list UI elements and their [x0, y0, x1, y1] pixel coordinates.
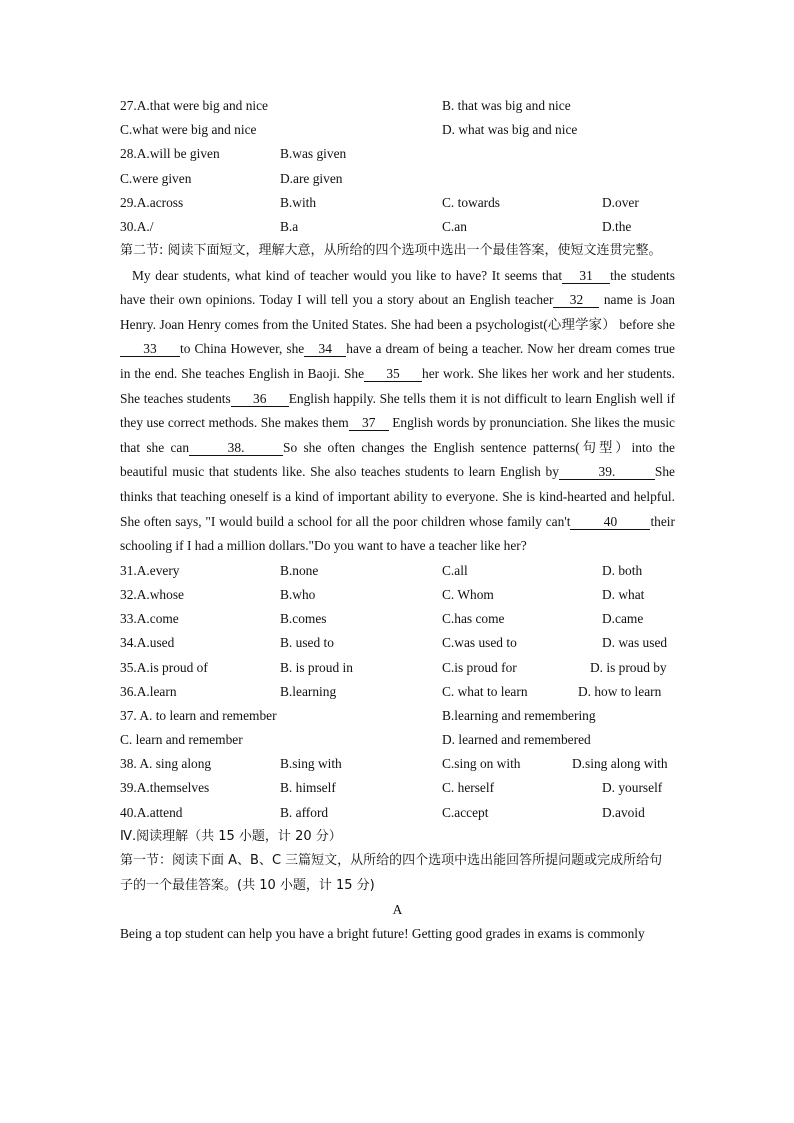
option-37-d: D. learned and remembered: [442, 732, 591, 748]
option-33-b: B.comes: [280, 611, 327, 627]
option-34-a: 34.A.used: [120, 635, 175, 651]
passage-text: English happily. She tells them it is not difficult to learn English well if they use correct methods. She makes them: [120, 390, 675, 431]
question-37-options: [120, 704, 675, 728]
blank-31: 31: [562, 268, 610, 284]
option-34-c: C.was used to: [442, 635, 517, 651]
part-4-title: Ⅳ.阅读理解（共 15 小题，计 20 分）: [120, 828, 342, 844]
question-30-options: [120, 215, 675, 239]
question-27-options: [120, 94, 675, 118]
passage-a-text: Being a top student can help you have a bright future! Getting good grades in exams is commonly: [120, 926, 645, 942]
question-27-options-2: [120, 118, 675, 142]
option-30-a: 30.A./: [120, 218, 154, 234]
option-28-a: 28.A.will be given: [120, 146, 220, 162]
passage-text: the students have their own opinions. Today I will tell you a story about an English teacher: [120, 267, 675, 308]
passage-text: to China However, she: [180, 341, 305, 357]
question-34-options: [120, 631, 675, 655]
passage-a-heading: A: [392, 902, 403, 918]
passage-text: My dear students, what kind of teacher would you like to have? It seems that: [132, 267, 563, 283]
option-29-a: 29.A.across: [120, 194, 184, 210]
passage-text: She thinks that teaching oneself is a kind of important ability to everyone. She is kind-hearted and helpful. She often says, "I would build a school for all the poor children whose family can't: [120, 464, 675, 529]
option-36-c: C. what to learn: [442, 683, 528, 699]
blank-37: 37: [349, 415, 389, 431]
blank-40: 40: [570, 514, 650, 530]
question-40-options: [120, 801, 675, 825]
question-39-options: [120, 776, 675, 800]
blank-39: 39.: [559, 464, 655, 480]
option-35-c: C.is proud for: [442, 659, 517, 675]
option-39-c: C. herself: [442, 780, 495, 796]
option-31-c: C.all: [442, 562, 468, 578]
option-33-c: C.has come: [442, 611, 505, 627]
option-28-b: B.was given: [280, 146, 347, 162]
option-36-b: B.learning: [280, 683, 337, 699]
option-31-a: 31.A.every: [120, 562, 180, 578]
passage-text: her work. She likes her work and her students. She teaches students: [120, 366, 675, 406]
option-37-c: C. learn and remember: [120, 732, 243, 748]
option-39-a: 39.A.themselves: [120, 780, 210, 796]
cloze-passage: [120, 264, 675, 559]
option-32-d: D. what: [602, 586, 645, 602]
option-40-c: C.accept: [442, 804, 489, 820]
option-28-c: C.were given: [120, 170, 192, 186]
option-39-b: B. himself: [280, 780, 336, 796]
passage-text: their schooling if I had a million dollars."Do you want to have a teacher like her?: [120, 513, 675, 554]
option-38-a: 38. A. sing along: [120, 756, 212, 772]
option-28-d: D.are given: [280, 170, 343, 186]
passage-text: have a dream of being a teacher. Now her dream comes true in the end. She teaches English in Baoji. She: [120, 341, 675, 381]
option-29-b: B.with: [280, 194, 317, 210]
blank-38: 38.: [189, 440, 283, 456]
exam-page: [120, 94, 675, 946]
passage-text: English words by pronunciation. She likes the music that she can: [120, 415, 676, 455]
question-37-options-2: [120, 728, 675, 752]
section-1-instructions: 第一节：阅读下面 A、B、C 三篇短文，从所给的四个选项中选出能回答所提问题或完成所给句子的一个最佳答案。(共 10 小题，计 15 分): [120, 853, 663, 893]
blank-36: 36: [231, 391, 289, 407]
option-32-b: B.who: [280, 586, 316, 602]
section-2-instructions: 第二节: 阅读下面短文，理解大意，从所给的四个选项中选出一个最佳答案，使短文连贯完整。: [120, 243, 662, 259]
option-27-b: B. that was big and nice: [442, 98, 571, 113]
option-27-a: 27.A.that were big and nice: [120, 98, 268, 113]
option-39-d: D. yourself: [602, 780, 663, 796]
option-29-d: D.over: [602, 194, 639, 210]
option-31-b: B.none: [280, 562, 319, 578]
question-31-options: [120, 559, 675, 583]
question-35-options: [120, 656, 675, 680]
option-40-d: D.avoid: [602, 804, 645, 820]
option-30-c: C.an: [442, 218, 467, 234]
option-29-c: C. towards: [442, 194, 501, 210]
option-37-a: 37. A. to learn and remember: [120, 707, 277, 723]
option-27-c: C.what were big and nice: [120, 122, 257, 138]
option-33-d: D.came: [602, 611, 644, 627]
passage-text: name is Joan Henry. Joan Henry comes from the United States. She had been a psychologist(心理学家） before she: [120, 292, 675, 332]
question-29-options: [120, 191, 675, 215]
option-31-d: D. both: [602, 562, 643, 578]
question-28-options: [120, 142, 675, 166]
option-27-d: D. what was big and nice: [442, 122, 578, 138]
option-38-c: C.sing on with: [442, 756, 521, 772]
option-35-d: D. is proud by: [590, 659, 667, 675]
option-36-a: 36.A.learn: [120, 683, 177, 699]
option-33-a: 33.A.come: [120, 611, 179, 627]
question-28-options-2: [120, 167, 675, 191]
option-40-b: B. afford: [280, 804, 329, 820]
question-33-options: [120, 607, 675, 631]
option-37-b: B.learning and remembering: [442, 707, 596, 723]
blank-32: 32: [553, 292, 599, 308]
option-38-d: D.sing along with: [572, 756, 668, 772]
option-35-a: 35.A.is proud of: [120, 659, 208, 675]
option-34-d: D. was used: [602, 635, 668, 651]
blank-34: 34: [304, 341, 346, 357]
option-38-b: B.sing with: [280, 756, 342, 772]
option-34-b: B. used to: [280, 635, 334, 651]
option-30-d: D.the: [602, 218, 632, 234]
question-38-options: [120, 752, 675, 776]
question-32-options: [120, 583, 675, 607]
passage-text: So she often changes the English sentence patterns(句型）into the beautiful music that students like. She also teaches students to learn English by: [120, 439, 675, 480]
option-32-c: C. Whom: [442, 586, 494, 602]
option-36-d: D. how to learn: [578, 683, 662, 699]
option-40-a: 40.A.attend: [120, 804, 183, 820]
option-35-b: B. is proud in: [280, 659, 353, 675]
blank-33: 33: [120, 341, 180, 357]
blank-35: 35: [364, 366, 422, 382]
option-30-b: B.a: [280, 218, 299, 234]
option-32-a: 32.A.whose: [120, 586, 184, 602]
question-36-options: [120, 680, 675, 704]
